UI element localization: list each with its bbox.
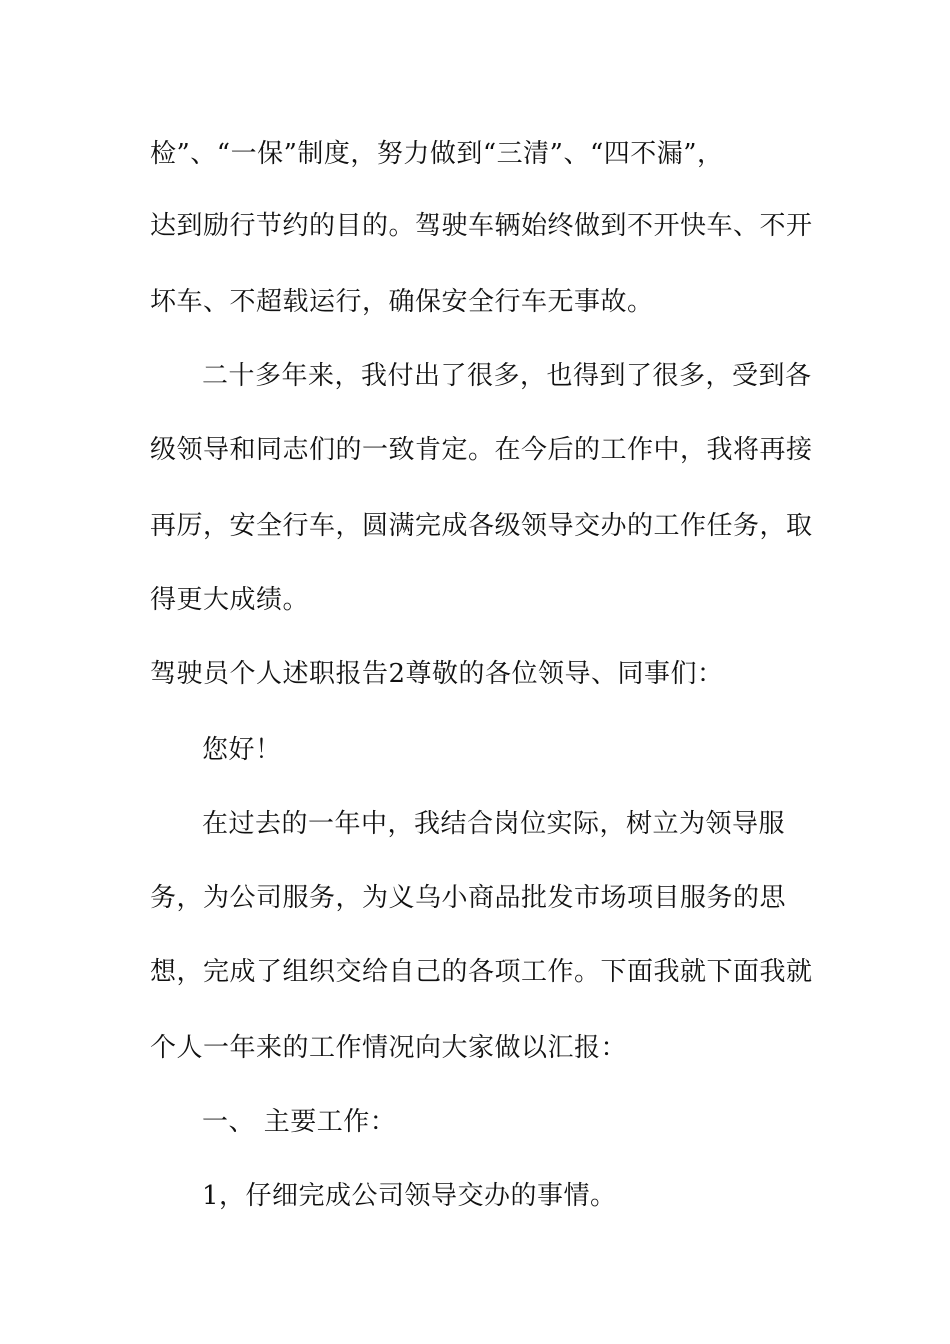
- text-line-11: 务，为公司服务，为义乌小商品批发市场项目服务的思: [150, 883, 787, 913]
- text-line-2: 达到励行节约的目的。驾驶车辆始终做到不开快车、不开: [150, 211, 813, 241]
- text-line-5: 级领导和同志们的一致肯定。在今后的工作中，我将再接: [150, 435, 813, 465]
- text-line-13: 个人一年来的工作情况向大家做以汇报：: [150, 1033, 628, 1063]
- list-item-1: 1，仔细完成公司领导交办的事情。: [202, 1181, 617, 1211]
- text-line-1: 检”、“一保”制度，努力做到“三清”、“四不漏”，: [150, 139, 724, 169]
- greeting: 您好！: [202, 735, 282, 765]
- text-line-6: 再厉，安全行车，圆满完成各级领导交办的工作任务，取: [150, 511, 813, 541]
- text-line-4: 二十多年来，我付出了很多，也得到了很多，受到各: [202, 361, 812, 391]
- subheading-main-work: 一、 主要工作：: [202, 1107, 397, 1137]
- text-line-3: 坏车、不超载运行，确保安全行车无事故。: [150, 287, 654, 317]
- section-heading: 驾驶员个人述职报告2尊敬的各位领导、同事们：: [150, 659, 724, 689]
- text-line-12: 想，完成了组织交给自己的各项工作。下面我就下面我就: [150, 957, 813, 987]
- text-line-7: 得更大成绩。: [150, 585, 310, 615]
- text-line-10: 在过去的一年中，我结合岗位实际，树立为领导服: [202, 809, 786, 839]
